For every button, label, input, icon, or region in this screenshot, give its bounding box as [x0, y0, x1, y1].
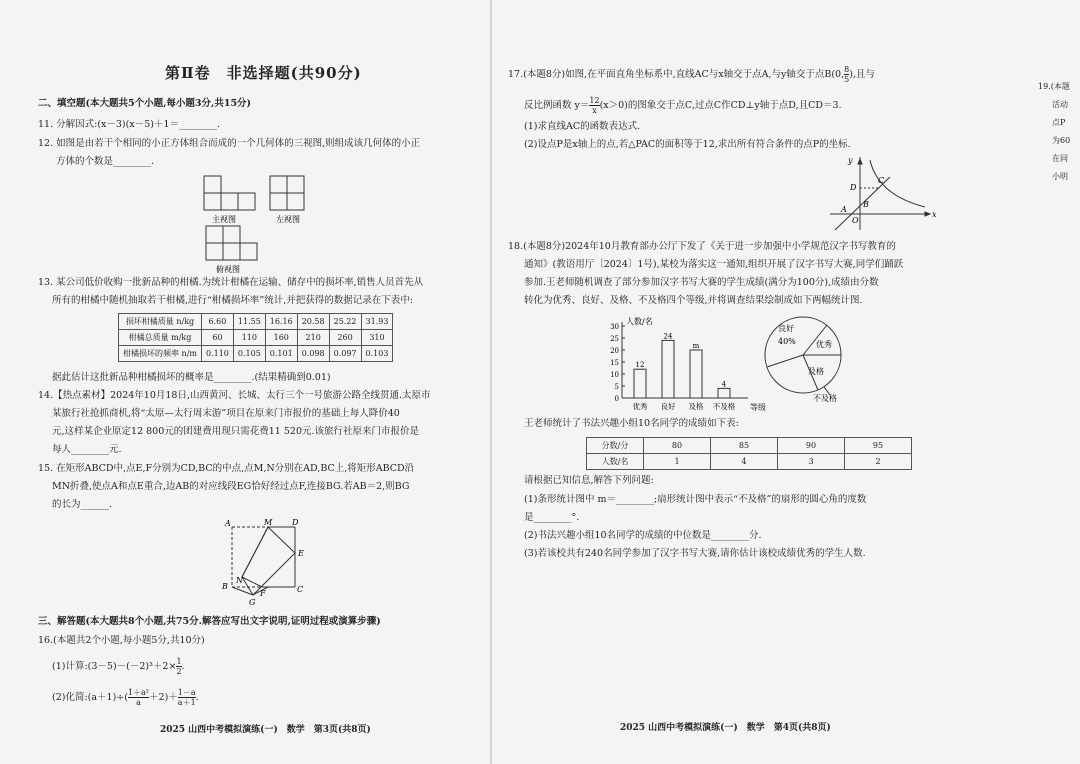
denominator: a＋1	[177, 698, 196, 707]
page-4	[490, 0, 1030, 764]
category-label: 不及格	[712, 402, 736, 411]
q17-text: 17.(本题8分)如图,在平面直角坐标系中,直线AC与x轴交于点A,与y轴交于点B(0,	[508, 69, 845, 80]
question-14-line4: 每人________元.	[52, 444, 122, 455]
table-cell: 4	[711, 454, 778, 470]
table-cell: 90	[778, 438, 845, 454]
question-14-line2: 某旅行社抢抓商机,将“太原—太行周末游”项目在原来门市报价的基础上每人降价40	[52, 408, 400, 419]
table-cell: 2	[845, 454, 912, 470]
question-16-2: (2)化简:(a＋1)÷( $\frac{\text{1＋a²}}{a}$ ＋2)＋ $\frac{1-a}{a+1}$ .	[52, 688, 199, 707]
edge-line: 为60	[1052, 136, 1071, 145]
edge-line: 19.(本题	[1038, 82, 1070, 91]
table-cell: 60	[201, 330, 233, 346]
question-13-line3: 据此估计这批新品种柑橘损坏的概率是________.(结果精确到0.01)	[52, 372, 331, 383]
numerator: 1＋a²	[127, 688, 150, 697]
y-tick-label: 30	[610, 323, 619, 331]
q16-2-mid: ＋2)＋	[149, 692, 178, 703]
question-18-2: (2)书法兴趣小组10名同学的成绩的中位数是________分.	[524, 530, 762, 541]
page-3	[0, 0, 490, 764]
point-M-label: M	[264, 518, 273, 527]
bar-3	[718, 388, 730, 398]
y-tick-label: 0	[614, 395, 619, 403]
q16-2-text: (2)化简:(a＋1)÷(	[52, 692, 128, 703]
numerator: 8	[844, 65, 850, 74]
table-row	[587, 438, 912, 454]
q17-text-end: ),且与	[849, 69, 875, 80]
question-18-line4: 转化为优秀、良好、及格、不及格四个等级,并将调查结果绘制成如下两幅统计图.	[524, 295, 863, 306]
table-row	[119, 346, 393, 362]
question-18-line2: 通知》(教语用厅〔2024〕1号),某校为落实这一通知,组织开展了汉字书写大赛,同学们踊跃	[524, 259, 904, 270]
question-15-line2: MN折叠,使点A和点E重合,边AB的对应线段EG恰好经过点F,连接BG.若AB＝2,则BG	[52, 481, 410, 492]
table-cell: 柑橘损坏的频率 n/m	[119, 346, 202, 362]
point-A-label: A	[225, 519, 231, 528]
bar-chart	[590, 312, 770, 412]
three-views-figure	[0, 170, 490, 290]
question-18-ask: 请根据已知信息,解答下列问题:	[524, 475, 654, 486]
pie-label-pass: 及格	[808, 367, 824, 376]
category-label: 良好	[660, 402, 676, 411]
question-13-line2: 所有的柑橘中随机抽取若干柑橘,进行“柑橘损坏率”统计,并把获得的数据记录在下表中:	[52, 295, 413, 306]
y-tick-label: 5	[614, 383, 619, 391]
table-cell: 0.101	[265, 346, 297, 362]
numerator: 12	[589, 96, 600, 105]
fraction	[128, 688, 149, 707]
question-16: 16.(本题共2个小题,每小题5分,共10分)	[38, 635, 205, 646]
bar-1	[662, 340, 674, 398]
table-cell: 20.58	[297, 314, 329, 330]
question-18-line3: 参加.王老师随机调查了部分参加汉字书写大赛的学生成绩(满分为100分),成绩由分数	[524, 277, 879, 288]
question-15-line3: 的长为______.	[52, 499, 113, 510]
section-title: 第Ⅱ卷 非选择题(共90分)	[165, 64, 362, 82]
section-2-heading: 二、填空题(本大题共5个小题,每小题3分,共15分)	[38, 98, 252, 109]
table-cell: 1	[644, 454, 711, 470]
point-N-label: N	[236, 576, 243, 585]
category-label: 优秀	[632, 402, 648, 411]
question-14-line1: 14.【热点素材】2024年10月18日,山西黄河、长城、太行三个一号旅游公路全线贯通.太原市	[38, 390, 431, 401]
figure-17	[830, 155, 940, 235]
bar-2	[690, 350, 702, 398]
denominator: x	[592, 106, 597, 115]
pie-label-excellent: 优秀	[816, 340, 832, 349]
x-axis-label: x	[932, 210, 937, 219]
table-18	[586, 437, 912, 470]
question-11: 11. 分解因式:(x－3)(x－5)＋1＝________.	[38, 119, 221, 130]
page-5-edge	[1030, 0, 1080, 764]
point-D-label: D	[292, 518, 299, 527]
point-D-label: D	[850, 183, 857, 192]
question-13-line1: 13. 某公司低价收购一批新品种的柑橘.为统计柑橘在运输、储存中的损坏率,销售人员首先从	[38, 277, 424, 288]
table-row	[119, 314, 393, 330]
edge-line: 活动	[1052, 100, 1068, 109]
question-17-2: (2)设点P是x轴上的点,若△PAC的面积等于12,求出所有符合条件的点P的坐标.	[524, 139, 851, 150]
question-17-line1	[508, 65, 875, 84]
y-axis-label: y	[848, 156, 853, 165]
table-cell: 11.55	[233, 314, 265, 330]
table-cell: 25.22	[329, 314, 361, 330]
fraction	[176, 657, 181, 676]
point-G-label: G	[249, 598, 256, 607]
top-view-label: 俯视图	[216, 265, 240, 274]
table-cell: 分数/分	[587, 438, 644, 454]
bar-value-label: 4	[721, 380, 727, 389]
table-cell: 3	[778, 454, 845, 470]
q17-func-post: (x＞0)的图象交于点C,过点C作CD⊥y轴于点D,且CD＝3.	[599, 100, 842, 111]
front-view-label: 主视图	[212, 215, 236, 224]
table-cell: 0.097	[329, 346, 361, 362]
figure-15	[0, 515, 490, 615]
bar-0	[634, 369, 646, 398]
denominator: 5	[844, 75, 850, 84]
left-view-label: 左视图	[276, 215, 300, 224]
origin-label: O	[852, 216, 859, 225]
table-cell: 110	[233, 330, 265, 346]
point-A-label: A	[841, 205, 847, 214]
table-cell: 85	[711, 438, 778, 454]
table-cell: 柑橘总质量 m/kg	[119, 330, 202, 346]
question-12-line2: 方体的个数是________.	[56, 156, 155, 167]
question-15-line1: 15. 在矩形ABCD中,点E,F分别为CD,BC的中点,点M,N分别在AD,BC上,将矩形ABCD沿	[38, 463, 415, 474]
y-tick-label: 20	[610, 347, 619, 355]
category-label: 及格	[688, 402, 704, 411]
pie-divider	[767, 355, 803, 367]
point-C-label: C	[297, 585, 304, 594]
denominator: a	[136, 698, 141, 707]
question-16-1: (1)计算:(3－5)－(－2)³＋2× $\frac{1}{2}$ .	[52, 657, 185, 676]
y-tick-label: 15	[610, 359, 619, 367]
point-C-label: C	[878, 176, 885, 185]
numerator: 1－a	[177, 688, 196, 697]
question-17-line2	[524, 96, 842, 115]
denominator: 2	[176, 667, 182, 676]
pie-label-fail: 不及格	[813, 394, 837, 403]
fraction	[178, 688, 196, 707]
point-B-label: B	[222, 582, 228, 591]
section-3-heading: 三、解答题(本大题共8个小题,共75分.解答应写出文字说明,证明过程或演算步骤)	[38, 616, 381, 627]
table-cell: 0.103	[361, 346, 393, 362]
table-cell: 人数/名	[587, 454, 644, 470]
table-cell: 210	[297, 330, 329, 346]
y-tick-label: 10	[610, 371, 619, 379]
chart-xlabel: 等级	[750, 403, 766, 412]
pie-chart	[758, 313, 868, 403]
point-B-label: B	[863, 200, 869, 209]
table-cell: 0.105	[233, 346, 265, 362]
question-18-table-intro: 王老师统计了书法兴趣小组10名同学的成绩如下表:	[524, 418, 739, 429]
page-footer: 2025 山西中考模拟演练(一) 数学 第4页(共8页)	[620, 723, 831, 733]
table-cell: 16.16	[265, 314, 297, 330]
question-18-3: (3)若该校共有240名同学参加了汉字书写大赛,请你估计该校成绩优秀的学生人数.	[524, 548, 866, 559]
table-row	[119, 330, 393, 346]
edge-line: 点P	[1052, 118, 1066, 127]
table-cell: 0.110	[201, 346, 233, 362]
q16-1-text: (1)计算:(3－5)－(－2)³＋2×	[52, 661, 177, 672]
q17-func-text: 反比例函数 y＝	[524, 100, 590, 111]
edge-line: 在同	[1052, 154, 1068, 163]
pie-percent-good: 40%	[778, 337, 796, 346]
question-17-1: (1)求直线AC的函数表达式.	[524, 121, 641, 132]
table-cell: 310	[361, 330, 393, 346]
y-tick-label: 25	[610, 335, 619, 343]
table-cell: 80	[644, 438, 711, 454]
pie-label-good: 良好	[778, 324, 794, 333]
numerator: 1	[176, 657, 182, 666]
table-13	[118, 313, 393, 362]
table-cell: 6.60	[201, 314, 233, 330]
table-cell: 损坏柑橘质量 n/kg	[119, 314, 202, 330]
question-18-line1: 18.(本题8分)2024年10月教育部办公厅下发了《关于进一步加强中小学规范汉字书写教育的	[508, 241, 896, 252]
table-cell: 95	[845, 438, 912, 454]
point-E-label: E	[298, 549, 304, 558]
question-14-line3: 元,这样某企业原定12 800元的团建费用现只需花费11 520元.该旅行社原来门市报价是	[52, 426, 420, 437]
chart-ylabel: 人数/名	[626, 317, 653, 326]
table-cell: 160	[265, 330, 297, 346]
question-18-1b: 是________°.	[524, 512, 580, 523]
question-12-line1: 12. 如图是由若干个相同的小正方体组合而成的一个几何体的三视图,则组成该几何体的小正	[38, 138, 421, 149]
question-18-1a: (1)条形统计图中 m＝________;扇形统计图中表示“不及格”的扇形的圆心角的度数	[524, 494, 867, 505]
point-F-label: F	[260, 589, 266, 598]
edge-line: 小明	[1052, 172, 1068, 181]
page-footer: 2025 山西中考模拟演练(一) 数学 第3页(共8页)	[160, 725, 371, 735]
table-cell: 260	[329, 330, 361, 346]
fraction	[589, 96, 599, 115]
table-cell: 0.098	[297, 346, 329, 362]
table-cell: 31.93	[361, 314, 393, 330]
table-row	[587, 454, 912, 470]
bar-value-label: 24	[663, 332, 673, 341]
bar-value-label: m	[692, 342, 700, 350]
bar-value-label: 12	[635, 361, 645, 370]
